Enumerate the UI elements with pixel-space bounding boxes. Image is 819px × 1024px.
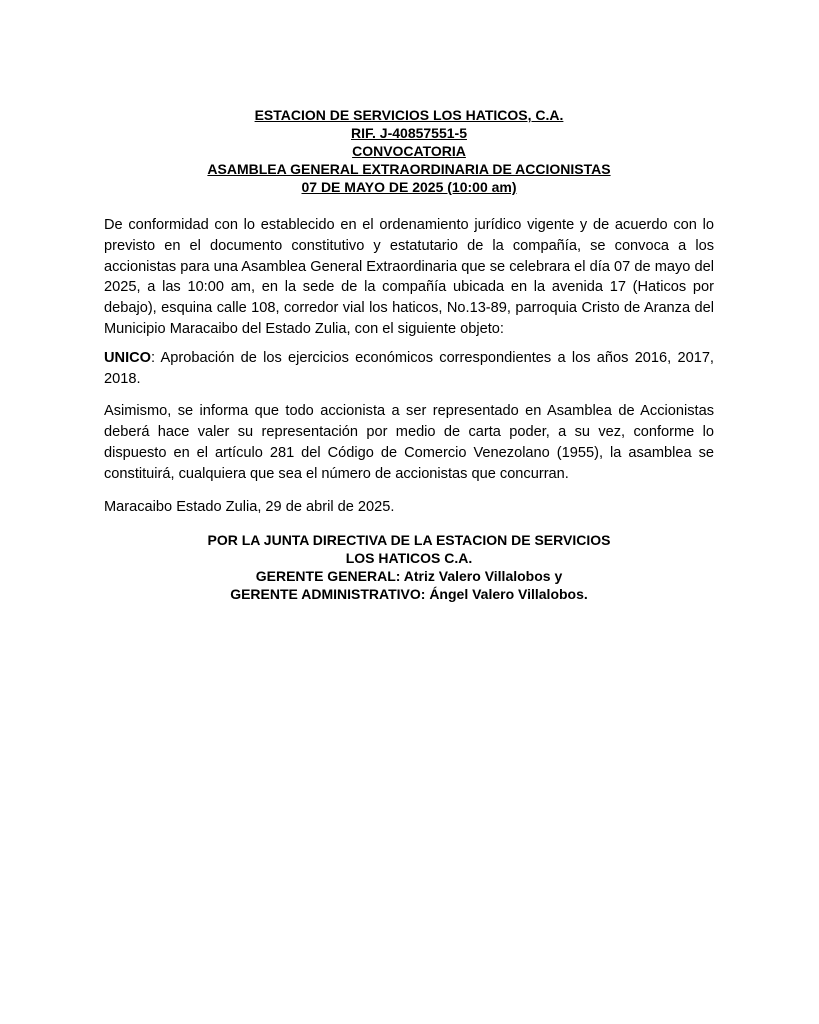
representation-paragraph: Asimismo, se informa que todo accionista a ser representado en Asamblea de Accionistas deberá hace valer su representación por medio de carta poder, a su vez, conforme lo dispuesto en el artículo 281 del Código de Comercio Venezolano (1955), la asamblea se constituirá, cualquiera que sea el número de accionistas que concurran. [104, 403, 714, 482]
intro-paragraph: De conformidad con lo establecido en el ordenamiento jurídico vigente y de acuerdo con lo previsto en el documento constitutivo y estatutario de la compañía, se convoca a los accionistas para una Asamblea General Extraordinaria que se celebrara el día 07 de mayo del 2025, a las 10:00 am, en la sede de la compañía ubicada en la avenida 17 (Haticos por debajo), esquina calle 108, corredor vial los haticos, No.13-89, parroquia Cristo de Aranza del Municipio Maracaibo del Estado Zulia, con el siguiente objeto: [104, 217, 714, 337]
signature-line-3: GERENTE GENERAL: Atriz Valero Villalobos y [255, 568, 563, 585]
unico-label: UNICO [104, 349, 152, 366]
assembly-date: 07 DE MAYO DE 2025 (10:00 am) [301, 179, 517, 195]
signature-line-1: POR LA JUNTA DIRECTIVA DE LA ESTACION DE SERVICIOS [207, 532, 611, 549]
place-date-line: Maracaibo Estado Zulia, 29 de abril de 2025. [104, 498, 395, 515]
signature-line-4: GERENTE ADMINISTRATIVO: Ángel Valero Villalobos. [230, 586, 588, 603]
assembly-title: ASAMBLEA GENERAL EXTRAORDINARIA DE ACCIONISTAS [207, 161, 611, 177]
document-body [104, 215, 714, 517]
signature-line-2: LOS HATICOS C.A. [345, 550, 473, 567]
convocatoria-title: CONVOCATORIA [352, 143, 466, 159]
document-page [104, 106, 714, 603]
document-header [104, 106, 714, 196]
signature-block [104, 531, 714, 603]
unico-text: : Aprobación de los ejercicios económicos correspondientes a los años 2016, 2017, 2018. [104, 349, 714, 387]
unico-paragraph [104, 348, 714, 390]
rif-number: RIF. J-40857551-5 [351, 125, 467, 141]
company-name: ESTACION DE SERVICIOS LOS HATICOS, C.A. [254, 107, 564, 123]
